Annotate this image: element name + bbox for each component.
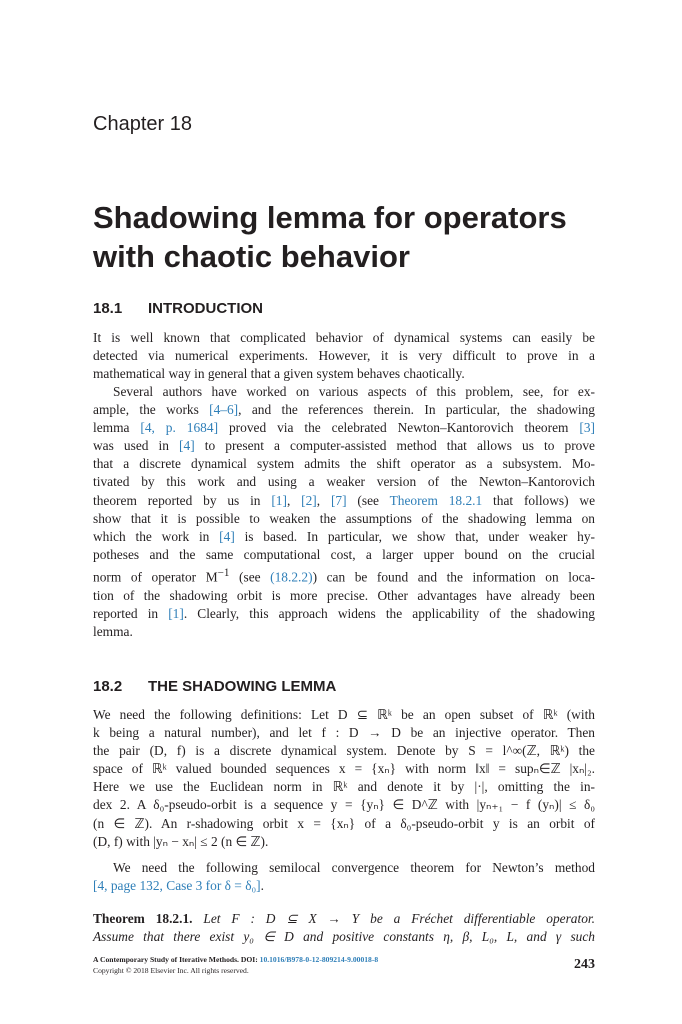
citation-link[interactable]: [2] — [301, 492, 317, 508]
citation-link[interactable]: [4] — [179, 438, 195, 454]
text-line — [93, 877, 595, 895]
text-line: the pair (D, f) is a discrete dynamical system. Denote by S = l^∞(ℤ, ℝᵏ) the — [93, 743, 595, 759]
text-line: We need the following semilocal convergence theorem for Newton’s method — [113, 860, 595, 875]
citation-link[interactable]: [4] — [219, 528, 235, 544]
footer — [93, 954, 595, 976]
citation-link[interactable]: [4–6] — [209, 402, 239, 418]
text-line: (n ∈ ℤ). An r-shadowing orbit x = {xₙ} of a δ₀-pseudo-orbit y is an orbit of — [93, 815, 595, 831]
text-line — [93, 492, 595, 510]
doi-label: DOI: — [238, 955, 260, 964]
text-line: Here we use the Euclidean norm in ℝᵏ and denote it by |·|, omitting the in- — [93, 779, 595, 795]
text: ample, the works — [93, 402, 210, 418]
text-line: (D, f) with |yₙ − xₙ| ≤ 2 (n ∈ ℤ). — [93, 833, 269, 849]
section-number: 18.2 — [93, 678, 123, 695]
text-line — [93, 401, 595, 419]
text-line: dex 2. A δ₀-pseudo-orbit is a sequence y = {yₙ} ∈ D^ℤ with |yₙ₊₁ − f (yₙ)| ≤ δ₀ — [93, 797, 595, 813]
paragraph-intro-2 — [93, 383, 595, 641]
text: that follows) we — [482, 492, 596, 508]
theorem-label: Theorem 18.2.1. — [93, 911, 193, 926]
text: to present a computer-assisted method that allows us to prove — [194, 438, 595, 454]
text: Let F : D ⊆ X → Y be a Fréchet differentiable operator. — [192, 911, 595, 926]
chapter-title — [93, 198, 613, 276]
theorem-18-2-1 — [93, 910, 595, 946]
text: (see — [346, 492, 390, 508]
text: , — [316, 492, 331, 508]
text-line: that a discrete dynamical system admits the shift operator as a subsystem. Mo- — [93, 456, 595, 472]
text: , — [286, 492, 302, 508]
text: ) can be found and the information on loca- — [312, 569, 595, 585]
text: reported in — [93, 605, 169, 621]
footer-citation — [93, 954, 595, 965]
equation-link[interactable]: (18.2.2) — [270, 569, 313, 585]
text-line: detected via numerical experiments. However, it is very difficult to prove in a — [93, 348, 595, 364]
text: proved via the celebrated Newton–Kantorovich theorem — [218, 420, 580, 436]
section-heading-introduction — [93, 300, 263, 317]
section-title: INTRODUCTION — [148, 300, 263, 317]
text-line: show that it is possible to weaken the assumptions of the shadowing lemma on — [93, 510, 595, 526]
text: , and the references therein. In particular, the shadowing — [238, 402, 595, 418]
text: which the work in — [93, 528, 220, 544]
text: is based. In particular, we show that, under weaker hy- — [234, 528, 595, 544]
text-line: tivated by this work and using a weaker version of the Newton–Kantorovich — [93, 474, 595, 490]
text: lemma — [93, 420, 141, 436]
text: . Clearly, this approach widens the applicability of the shadowing — [183, 605, 595, 621]
paragraph-newton — [93, 859, 595, 895]
text-line — [93, 564, 595, 587]
citation-link[interactable]: [4, p. 1684] — [140, 420, 219, 436]
text-line: potheses and the same computational cost, a larger upper bound on the crucial — [93, 546, 595, 562]
text-line — [93, 437, 595, 455]
superscript: −1 — [217, 566, 230, 579]
title-line-2: with chaotic behavior — [93, 239, 410, 274]
section-number: 18.1 — [93, 300, 123, 317]
section-heading-shadowing-lemma — [93, 678, 336, 695]
book-title: A Contemporary Study of Iterative Methods. — [93, 955, 239, 964]
text-line: It is well known that complicated behavior of dynamical systems can easily be — [93, 330, 595, 345]
text-line — [93, 605, 595, 623]
text: (see — [229, 569, 271, 585]
chapter-label: Chapter 18 — [93, 113, 192, 135]
citation-link[interactable]: [1] — [168, 605, 184, 621]
text-line: lemma. — [93, 623, 133, 639]
text-line — [93, 528, 595, 546]
paragraph-intro-1 — [93, 329, 595, 383]
text-line: Assume that there exist y₀ ∈ D and positive constants η, β, L₀, L, and γ such — [93, 929, 595, 945]
title-line-1: Shadowing lemma for operators — [93, 200, 567, 235]
paragraph-definitions — [93, 706, 595, 851]
citation-link[interactable]: [1] — [271, 492, 287, 508]
text-line — [93, 419, 595, 437]
citation-link[interactable]: [3] — [579, 420, 595, 436]
text: theorem reported by us in — [93, 492, 272, 508]
text-line: We need the following definitions: Let D ⊆ ℝᵏ be an open subset of ℝᵏ (with — [93, 707, 595, 722]
text-line: space of ℝᵏ valued bounded sequences x = {xₙ} with norm ‖x‖ = supₙ∈ℤ |xₙ|₂. — [93, 761, 595, 777]
copyright: Copyright © 2018 Elsevier Inc. All rights reserved. — [93, 966, 249, 975]
section-title: THE SHADOWING LEMMA — [148, 678, 337, 695]
text-line: k being a natural number), and let f : D → D be an injective operator. Then — [93, 725, 595, 741]
doi-link[interactable]: 10.1016/B978-0-12-809214-9.00018-8 — [259, 955, 379, 964]
text: norm of operator M — [93, 569, 218, 585]
text-line: Several authors have worked on various aspects of this problem, see, for ex- — [113, 384, 595, 399]
text-line — [93, 910, 595, 928]
text-line: tion of the shadowing orbit is more precise. Other advantages have already been — [93, 587, 595, 603]
page-number: 243 — [574, 957, 595, 972]
text-line: mathematical way in general that a given system behaves chaotically. — [93, 366, 465, 382]
citation-link[interactable]: [7] — [330, 492, 347, 508]
text: . — [260, 878, 264, 894]
theorem-link[interactable]: Theorem 18.2.1 — [389, 492, 483, 508]
citation-link[interactable]: [4, page 132, Case 3 for δ = δ₀] — [93, 878, 261, 894]
text: was used in — [93, 438, 180, 454]
